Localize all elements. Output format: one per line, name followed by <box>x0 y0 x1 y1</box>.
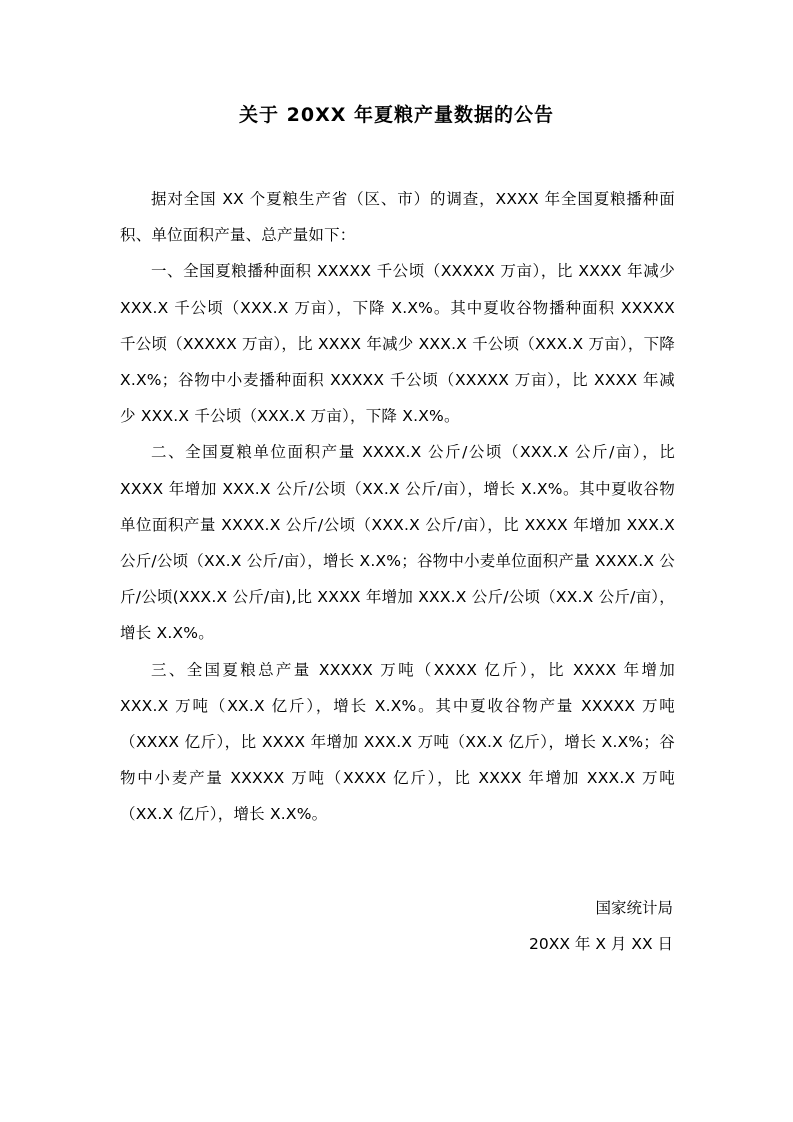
document-body <box>120 181 675 833</box>
document-title: 关于 20XX 年夏粮产量数据的公告 <box>239 104 554 126</box>
signature-date: 20XX 年 X 月 XX 日 <box>529 935 673 953</box>
signature-organization: 国家统计局 <box>595 899 673 917</box>
total-output-paragraph: 三、全国夏粮总产量 XXXXX 万吨（XXXX 亿斤），比 XXXX 年增加 XXX.X 万吨（XX.X 亿斤），增长 X.X%。其中夏收谷物产量 XXXXX 万吨（XXXX 亿斤），比 XXXX 年增加 XXX.X 万吨（XX.X 亿斤），增长 X.X%；谷物中小麦产量 XXXXX 万吨（XXXX 亿斤），比 XXXX 年增加 XXX.X 万吨（XX.X 亿斤），增长 X.X%。 <box>120 660 675 824</box>
yield-per-unit-paragraph: 二、全国夏粮单位面积产量 XXXX.X 公斤/公顷（XXX.X 公斤/亩），比 XXXX 年增加 XXX.X 公斤/公顷（XX.X 公斤/亩），增长 X.X%。其中夏收谷物单位面积产量 XXXX.X 公斤/公顷（XXX.X 公斤/亩），比 XXXX 年增加 XXX.X 公斤/公顷（XX.X 公斤/亩），增长 X.X%；谷物中小麦单位面积产量 XXXX.X 公斤/公顷(XXX.X 公斤/亩),比 XXXX 年增加 XXX.X 公斤/公顷（XX.X 公斤/亩），增长 X.X%。 <box>120 443 675 643</box>
sown-area-paragraph: 一、全国夏粮播种面积 XXXXX 千公顷（XXXXX 万亩），比 XXXX 年减少 XXX.X 千公顷（XXX.X 万亩），下降 X.X%。其中夏收谷物播种面积 XXXXX 千公顷（XXXXX 万亩），比 XXXX 年减少 XXX.X 千公顷（XXX.X 万亩），下降 X.X%；谷物中小麦播种面积 XXXXX 千公顷（XXXXX 万亩），比 XXXX 年减少 XXX.X 千公顷（XXX.X 万亩），下降 X.X%。 <box>120 262 675 426</box>
intro-paragraph: 据对全国 XX 个夏粮生产省（区、市）的调查，XXXX 年全国夏粮播种面积、单位面积产量、总产量如下： <box>120 190 675 245</box>
